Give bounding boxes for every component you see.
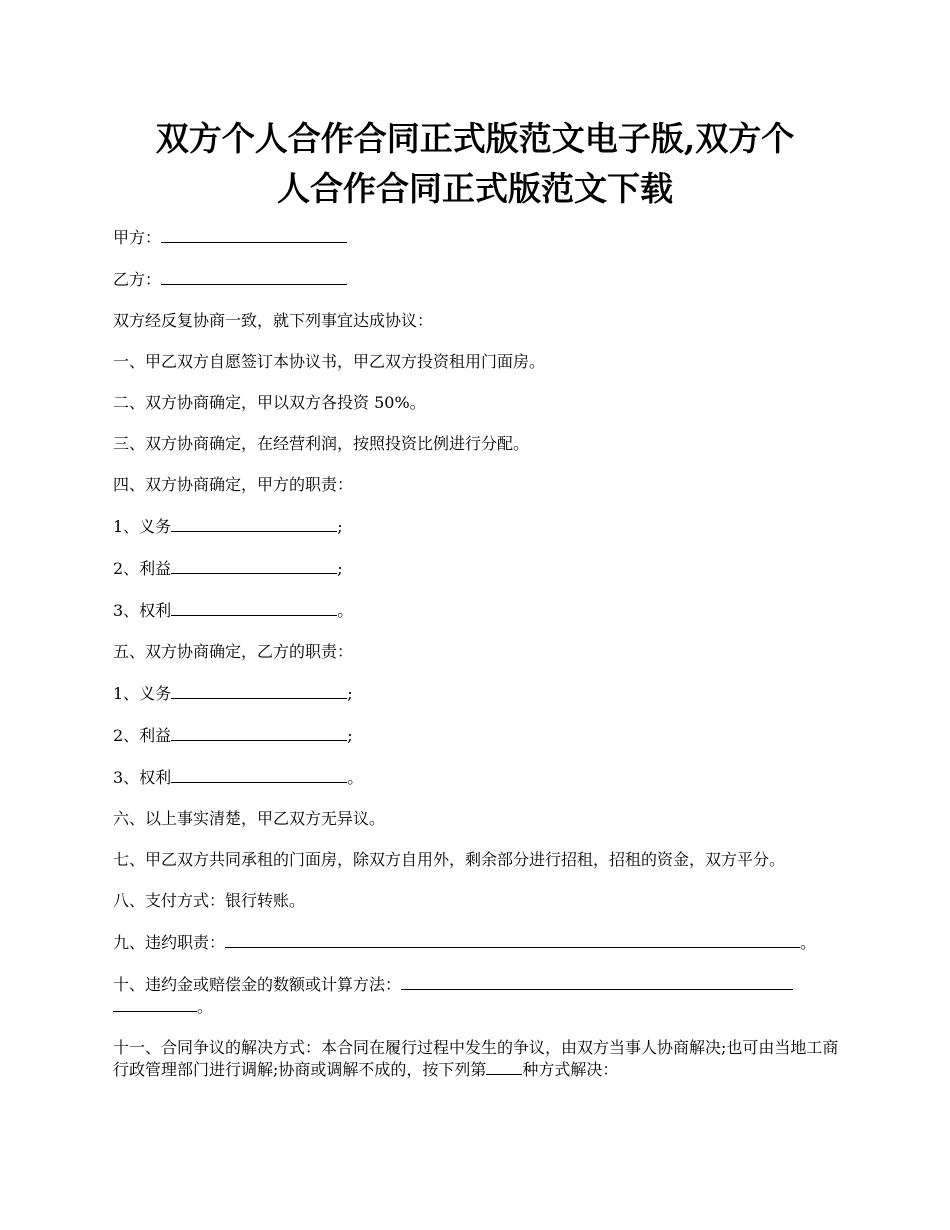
party-a-right-label: 3、权利 (113, 601, 172, 620)
party-a-blank (161, 226, 347, 243)
party-b-right-end: 。 (347, 768, 364, 787)
clause-11-blank (486, 1058, 522, 1075)
clause-10 (113, 973, 841, 1017)
party-a-benefit-blank (171, 557, 337, 574)
title-line-1: 双方个人合作合同正式版范文电子版,双方个 (155, 119, 795, 158)
party-b-duty (113, 682, 841, 704)
party-b-duty-label: 1、义务 (113, 684, 172, 703)
clause-7: 七、甲乙双方共同承租的门面房，除双方自用外，剩余部分进行招租，招租的资金，双方平分。 (113, 850, 786, 869)
party-a-right-end: 。 (337, 601, 354, 620)
party-a-benefit (113, 557, 841, 579)
party-b-duty-end: ; (347, 684, 353, 703)
clause-4: 四、双方协商确定，甲方的职责： (113, 475, 354, 494)
party-a-right (113, 599, 841, 621)
clause-8: 八、支付方式：银行转账。 (113, 891, 306, 910)
clause-10-blank (401, 973, 793, 990)
clause-10-label: 十、违约金或赔偿金的数额或计算方法： (113, 975, 402, 994)
party-a-line (113, 226, 841, 248)
party-a-benefit-label: 2、利益 (113, 559, 172, 578)
title-line-2: 人合作合同正式版范文下载 (277, 169, 673, 208)
party-b-right-label: 3、权利 (113, 768, 172, 787)
party-a-duty-end: ; (337, 517, 343, 536)
party-b-blank (161, 268, 347, 285)
clause-10-blank-continued (113, 995, 197, 1012)
party-a-duty (113, 515, 841, 537)
party-b-duty-blank (171, 682, 347, 699)
document-title (100, 114, 850, 214)
clause-3: 三、双方协商确定，在经营利润，按照投资比例进行分配。 (113, 434, 530, 453)
clause-11 (113, 1037, 841, 1080)
party-b-benefit-blank (171, 724, 347, 741)
clause-2: 二、双方协商确定，甲以双方各投资 50%。 (113, 393, 426, 412)
clause-9-label: 九、违约职责： (113, 933, 226, 952)
party-b-right (113, 766, 841, 788)
clause-11-text: 十一、合同争议的解决方式：本合同在履行过程中发生的争议，由双方当事人协商解决;也可由当地工商行政管理部门进行调解;协商或调解不成的，按下列第 (113, 1038, 839, 1079)
clause-9-blank (225, 931, 800, 948)
party-b-benefit (113, 724, 841, 746)
party-a-right-blank (171, 599, 337, 616)
party-b-line (113, 268, 841, 290)
intro-paragraph: 双方经反复协商一致，就下列事宜达成协议： (113, 311, 434, 330)
clause-9-end: 。 (800, 933, 817, 952)
party-a-label: 甲方： (113, 228, 162, 247)
clause-11-end: 种方式解决： (522, 1060, 619, 1079)
party-a-benefit-end: ; (337, 559, 343, 578)
clause-6: 六、以上事实清楚，甲乙双方无异议。 (113, 809, 386, 828)
clause-5: 五、双方协商确定，乙方的职责： (113, 642, 354, 661)
party-a-duty-blank (171, 515, 337, 532)
clause-10-end: 。 (197, 997, 214, 1016)
party-b-benefit-end: ; (347, 726, 353, 745)
party-b-benefit-label: 2、利益 (113, 726, 172, 745)
party-b-right-blank (171, 766, 347, 783)
party-a-duty-label: 1、义务 (113, 517, 172, 536)
contract-body (113, 226, 841, 1100)
clause-9 (113, 931, 841, 953)
clause-1: 一、甲乙双方自愿签订本协议书，甲乙双方投资租用门面房。 (113, 352, 546, 371)
party-b-label: 乙方： (113, 270, 162, 289)
